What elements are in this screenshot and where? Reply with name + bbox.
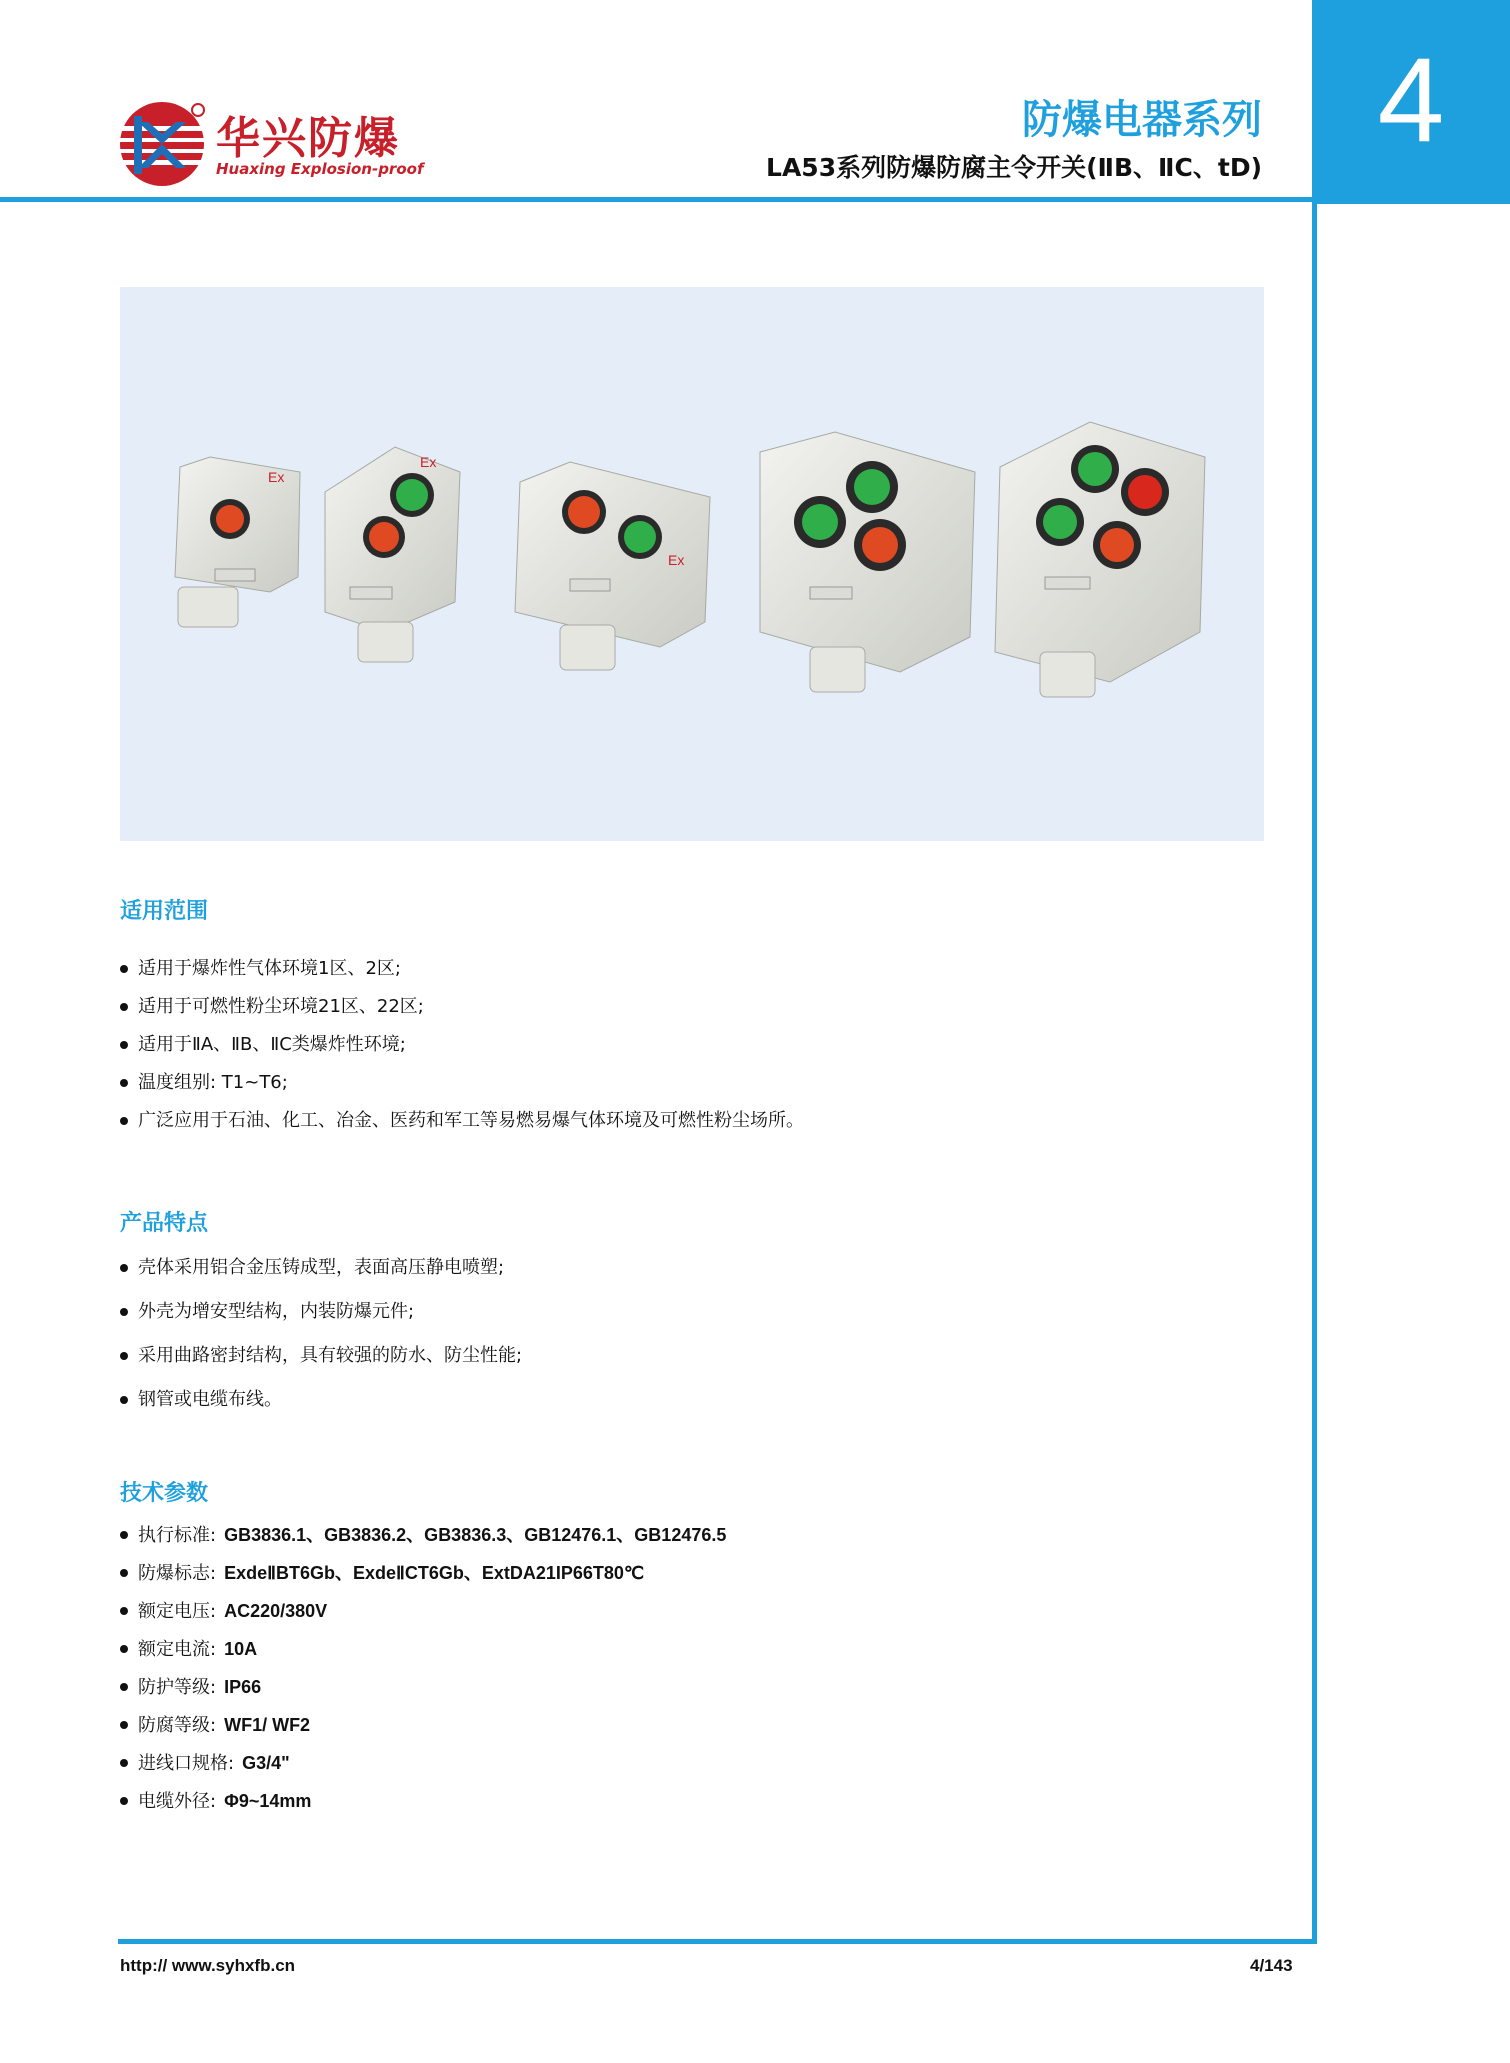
tech-param-value: GB3836.1、GB3836.2、GB3836.3、GB12476.1、GB12476.5: [224, 1525, 727, 1545]
side-divider: [1312, 204, 1317, 1944]
scope-item: 适用于可燃性粉尘环境21区、22区;: [120, 988, 804, 1026]
tech-param-item: [120, 1516, 726, 1554]
switch-box-2: [325, 447, 460, 662]
tech-param-label: 防护等级:: [138, 1677, 217, 1698]
section-title-features: 产品特点: [120, 1211, 209, 1236]
scope-item: 适用于ⅡA、ⅡB、ⅡC类爆炸性环境;: [120, 1026, 804, 1064]
switch-boxes-illustration: [120, 287, 1264, 841]
tech-param-label: 额定电压:: [138, 1601, 217, 1622]
features-list: [120, 1246, 522, 1422]
section-title-scope: 适用范围: [120, 899, 209, 924]
page-number: 4/143: [1250, 1956, 1293, 1975]
green-button-icon: [854, 469, 890, 505]
header-divider: [0, 197, 1312, 202]
feature-item: 采用曲路密封结构，具有较强的防水、防尘性能;: [120, 1334, 522, 1378]
switch-box-4: [760, 432, 975, 692]
tech-param-label: 执行标准:: [138, 1525, 217, 1546]
website-link[interactable]: http:// www.syhxfb.cn: [120, 1956, 296, 1975]
tech-param-label: 电缆外径:: [138, 1791, 217, 1812]
red-button-icon: [1128, 475, 1162, 509]
feature-item: 外壳为增安型结构，内装防爆元件;: [120, 1290, 522, 1334]
switch-box-1: [175, 457, 300, 627]
red-button-icon: [216, 505, 244, 533]
ex-mark: Ex: [420, 454, 437, 470]
logo-name-cn: 华兴防爆: [216, 113, 400, 164]
tech-param-value: G3/4": [242, 1753, 290, 1773]
scope-item: 温度组别: T1~T6;: [120, 1064, 804, 1102]
section-title-tech: 技术参数: [120, 1481, 209, 1506]
green-button-icon: [1078, 452, 1112, 486]
tech-param-value: 10A: [224, 1639, 258, 1659]
tech-param-item: [120, 1706, 726, 1744]
green-button-icon: [1043, 505, 1077, 539]
tech-param-item: [120, 1630, 726, 1668]
chapter-number: 4: [1377, 33, 1445, 167]
tech-param-item: [120, 1592, 726, 1630]
tech-param-item: [120, 1554, 726, 1592]
green-button-icon: [802, 504, 838, 540]
green-button-icon: [624, 521, 656, 553]
tech-param-value: WF1/ WF2: [224, 1715, 311, 1735]
tech-param-value: AC220/380V: [224, 1601, 328, 1621]
scope-list: [120, 950, 804, 1140]
tech-param-label: 额定电流:: [138, 1639, 217, 1660]
tech-params-list: [120, 1516, 726, 1820]
tech-param-item: [120, 1744, 726, 1782]
hx-logo-mark-icon: [118, 98, 208, 190]
switch-box-5: [995, 422, 1205, 697]
red-button-icon: [568, 496, 600, 528]
tech-param-value: Φ9~14mm: [224, 1791, 312, 1811]
series-title: 防爆电器系列: [1022, 97, 1262, 143]
tech-param-label: 防腐等级:: [138, 1715, 217, 1736]
product-photo: [120, 287, 1264, 841]
ex-mark: Ex: [668, 552, 685, 568]
red-button-icon: [369, 522, 399, 552]
tech-param-value: IP66: [224, 1677, 262, 1697]
feature-item: 壳体采用铝合金压铸成型，表面高压静电喷塑;: [120, 1246, 522, 1290]
feature-item: 钢管或电缆布线。: [120, 1378, 522, 1422]
tech-param-value: ExdeⅡBT6Gb、ExdeⅡCT6Gb、ExtDA21IP66T80℃: [224, 1563, 645, 1583]
logo-name-en: Huaxing Explosion-proof: [216, 160, 424, 178]
scope-item: 适用于爆炸性气体环境1区、2区;: [120, 950, 804, 988]
footer-divider: [118, 1939, 1317, 1944]
tech-param-label: 防爆标志:: [138, 1563, 217, 1584]
tech-param-label: 进线口规格:: [138, 1753, 235, 1774]
product-subtitle: LA53系列防爆防腐主令开关(ⅡB、ⅡC、tD): [766, 153, 1262, 182]
red-button-icon: [862, 527, 898, 563]
company-logo: [118, 98, 428, 190]
red-button-icon: [1100, 528, 1134, 562]
switch-box-3: [515, 462, 710, 670]
scope-item: 广泛应用于石油、化工、冶金、医药和军工等易燃易爆气体环境及可燃性粉尘场所。: [120, 1102, 804, 1140]
green-button-icon: [396, 479, 428, 511]
tech-param-item: [120, 1668, 726, 1706]
tech-param-item: [120, 1782, 726, 1820]
ex-mark: Ex: [268, 469, 285, 485]
